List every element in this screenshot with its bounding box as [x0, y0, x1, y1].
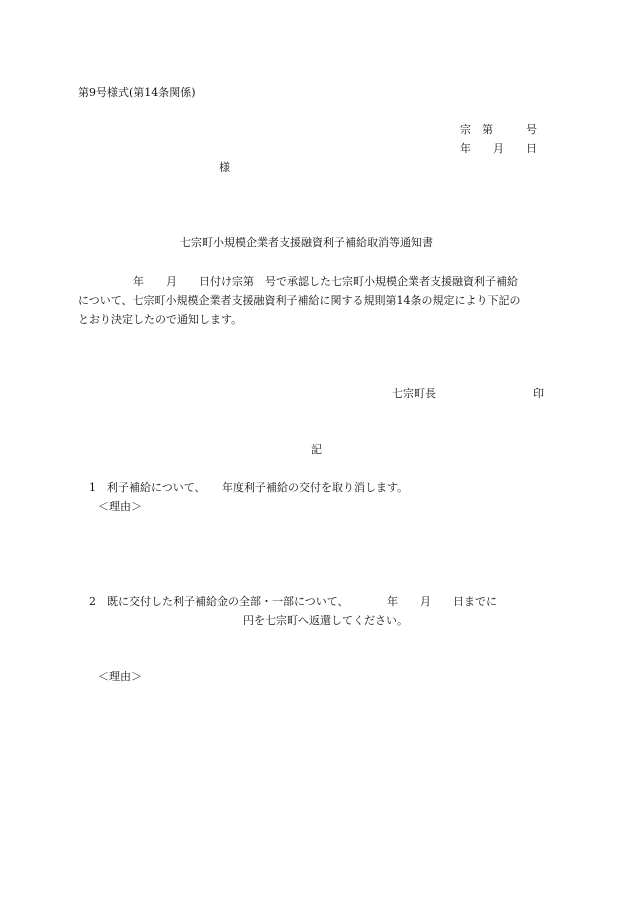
document-number-line: 宗 第 号 — [460, 123, 537, 136]
item-1-text: 1 利子補給について、 年度利子補給の交付を取り消します。 — [89, 481, 409, 494]
item-2-line-2: 円を七宗町へ返還してください。 — [243, 614, 408, 627]
item-2-line-1: 2 既に交付した利子補給金の全部・一部について、 年 月 日までに — [89, 595, 498, 608]
document-date-line: 年 月 日 — [460, 142, 537, 155]
body-line-3: とおり決定したので通知します。 — [78, 313, 243, 326]
ki-heading: 記 — [311, 443, 322, 456]
item-2-reason-label: ＜理由＞ — [98, 670, 142, 683]
body-line-2: について、七宗町小規模企業者支援融資利子補給に関する規則第14条の規定により下記の — [78, 294, 521, 307]
document-title: 七宗町小規模企業者支援融資利子補給取消等通知書 — [180, 236, 433, 249]
item-1-reason-label: ＜理由＞ — [98, 500, 142, 513]
issuer-name: 七宗町長 — [392, 387, 436, 400]
body-line-1: 年 月 日付け宗第 号で承認した七宗町小規模企業者支援融資利子補給 — [78, 275, 518, 288]
form-label: 第9号様式(第14条関係) — [78, 86, 196, 99]
addressee-suffix: 様 — [219, 161, 230, 174]
seal-mark: 印 — [533, 387, 544, 400]
